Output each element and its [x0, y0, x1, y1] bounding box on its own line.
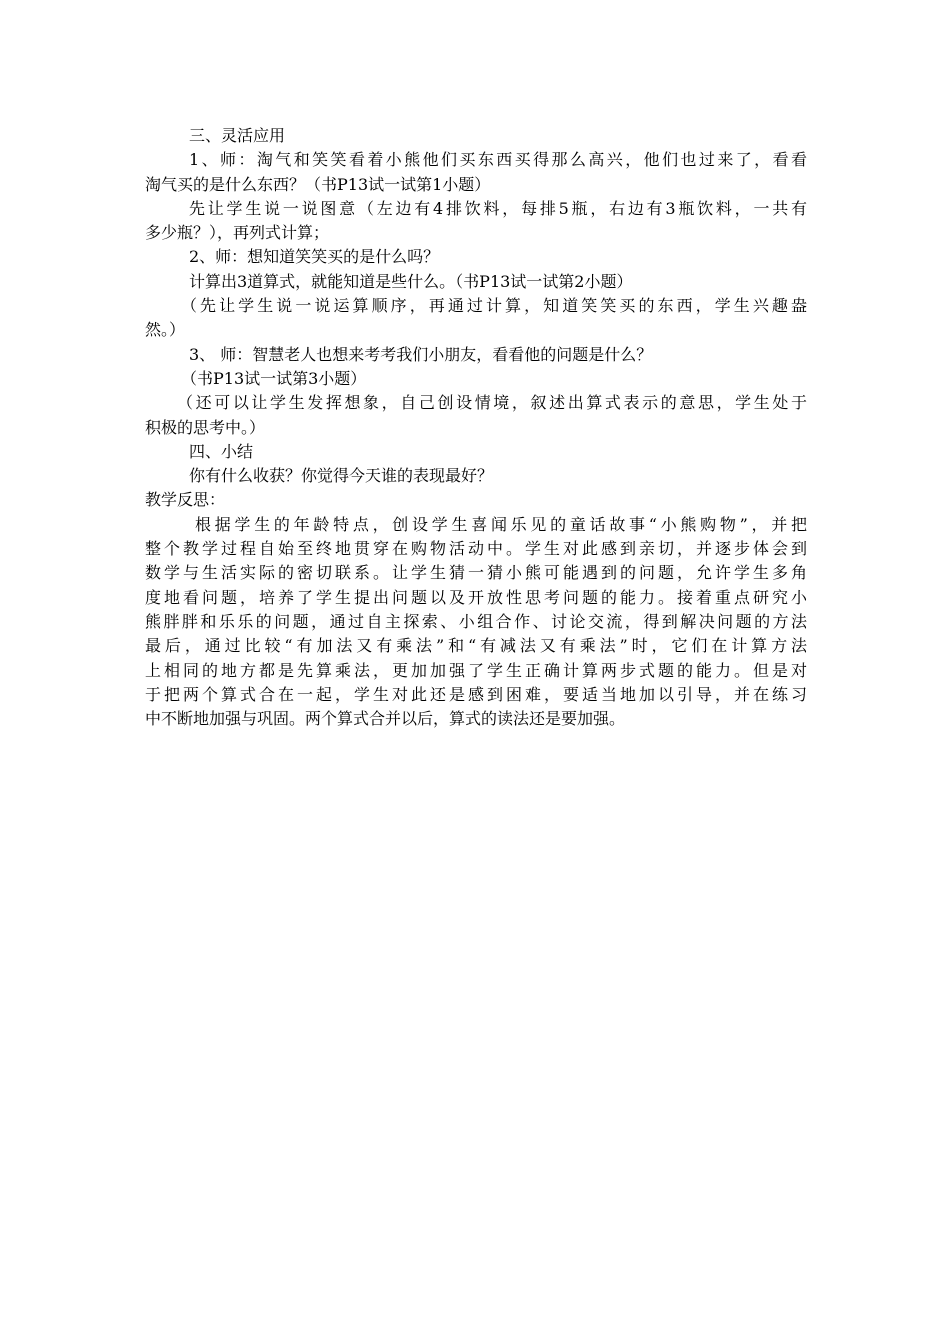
reflection-line: 最后，通过比较“有加法又有乘法”和“有减法又有乘法”时，它们在计算方法 [145, 636, 807, 656]
document-body [145, 124, 807, 731]
paragraph-line: 积极的思考中。） [145, 417, 266, 437]
reflection-line: 于把两个算式合在一起，学生对此还是感到困难，要适当地加以引导，并在练习 [145, 684, 807, 704]
paragraph-line: 先让学生说一说图意（左边有4排饮料，每排5瓶，右边有3瓶饮料，一共有 [189, 198, 807, 218]
reflection-line: 熊胖胖和乐乐的问题，通过自主探索、小组合作、讨论交流，得到解决问题的方法 [145, 611, 807, 631]
reflection-line: 中不断地加强与巩固。两个算式合并以后，算式的读法还是要加强。 [145, 709, 626, 729]
reflection-line: 上相同的地方都是先算乘法，更加加强了学生正确计算两步式题的能力。但是对 [145, 660, 807, 680]
paragraph-line: 淘气买的是什么东西？（书P13试一试第1小题） [145, 174, 491, 194]
paragraph-line: （还可以让学生发挥想象，自己创设情境，叙述出算式表示的意思，学生处于 [177, 393, 807, 413]
reflection-line: 整个教学过程自始至终地贯穿在购物活动中。学生对此感到亲切，并逐步体会到 [145, 539, 807, 559]
paragraph-line: 你有什么收获？你觉得今天谁的表现最好？ [189, 466, 494, 486]
paragraph-line: （先让学生说一说运算顺序，再通过计算，知道笑笑买的东西，学生兴趣盎 [181, 296, 807, 316]
paragraph-line: 2、师：想知道笑笑买的是什么吗？ [189, 247, 440, 267]
section-heading-teaching-reflection: 教学反思： [145, 490, 226, 510]
reflection-line: 根据学生的年龄特点，创设学生喜闻乐见的童话故事“小熊购物”，并把 [195, 514, 807, 534]
section-heading-summary: 四、小结 [189, 441, 254, 461]
paragraph-line: 计算出3道算式，就能知道是些什么。（书P13试一试第2小题） [189, 271, 633, 291]
paragraph-line: 多少瓶？），再列式计算； [145, 223, 330, 243]
reflection-line: 度地看问题，培养了学生提出问题以及开放性思考问题的能力。接着重点研究小 [145, 587, 807, 607]
paragraph-line: 1、师：淘气和笑笑看着小熊他们买东西买得那么高兴，他们也过来了，看看 [189, 150, 807, 170]
paragraph-line: （书P13试一试第3小题） [181, 368, 367, 388]
section-heading-flexible-application: 三、灵活应用 [189, 126, 286, 145]
paragraph-line: 然。） [145, 320, 186, 340]
reflection-line: 数学与生活实际的密切联系。让学生猜一猜小熊可能遇到的问题，允许学生多角 [145, 563, 807, 583]
paragraph-line: 3、 师：智慧老人也想来考考我们小朋友，看看他的问题是什么？ [189, 344, 653, 364]
